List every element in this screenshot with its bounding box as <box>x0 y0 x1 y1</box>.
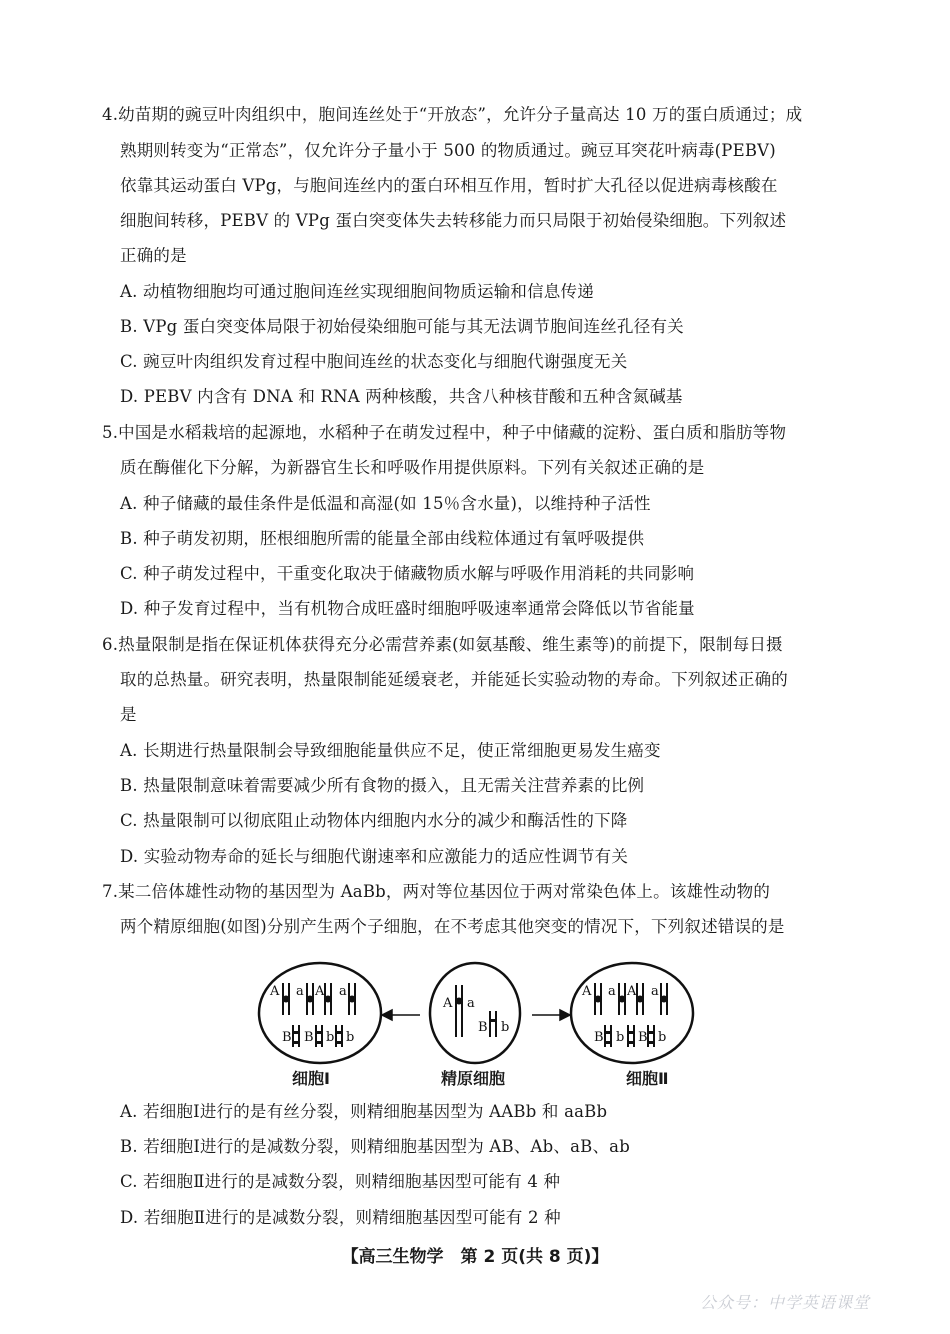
spermatogonium-gene-b1: B <box>478 1020 488 1035</box>
cell-1-gene-a2: a <box>296 984 304 999</box>
q7-option-c: C. 若细胞Ⅱ进行的是减数分裂，则精细胞基因型可能有 4 种 <box>120 1172 561 1191</box>
spermatogonium-outline <box>430 963 520 1063</box>
cell-1-gene-a1: A <box>270 984 280 999</box>
q5-option-c: C. 种子萌发过程中，干重变化取决于储藏物质水解与呼吸作用消耗的共同影响 <box>120 564 695 583</box>
cell-2-gene-a3: A <box>627 984 637 999</box>
arrow-to-cell-1 <box>382 1010 420 1020</box>
q4-option-c: C. 豌豆叶肉组织发育过程中胞间连丝的状态变化与细胞代谢强度无关 <box>120 352 628 371</box>
q4-line-2: 熟期则转变为“正常态”，仅允许分子量小于 500 的物质通过。豌豆耳突花叶病毒(PEBV) <box>120 141 776 160</box>
cell-1-outline <box>259 963 381 1063</box>
cell-1-gene-a4: a <box>339 984 347 999</box>
cell-2-gene-b2: b <box>616 1030 625 1045</box>
q6-option-a: A. 长期进行热量限制会导致细胞能量供应不足，使正常细胞更易发生癌变 <box>120 741 661 760</box>
cell-2-gene-b3: B <box>638 1030 648 1045</box>
cell-1-gene-b2: B <box>304 1030 314 1045</box>
caption-spermatogonium: 精原细胞 <box>441 1069 506 1088</box>
q4-line-1: 4.幼苗期的豌豆叶肉组织中，胞间连丝处于“开放态”，允许分子量高达 10 万的蛋白质通过；成 <box>102 105 803 124</box>
q6-line-1: 6.热量限制是指在保证机体获得充分必需营养素(如氨基酸、维生素等)的前提下，限制每日摄 <box>102 635 783 654</box>
spermatogonium-gene-a2: a <box>467 996 475 1011</box>
cell-2-gene-a4: a <box>651 984 659 999</box>
q7-line-2: 两个精原细胞(如图)分别产生两个子细胞，在不考虑其他突变的情况下，下列叙述错误的是 <box>120 917 785 936</box>
q4-option-d: D. PEBV 内含有 DNA 和 RNA 两种核酸，共含八种核苷酸和五种含氮碱基 <box>120 387 683 406</box>
q6-line-2: 取的总热量。研究表明，热量限制能延缓衰老，并能延长实验动物的寿命。下列叙述正确的 <box>120 670 788 689</box>
q4-line-4: 细胞间转移，PEBV 的 VPg 蛋白突变体失去转移能力而只局限于初始侵染细胞。下列叙述 <box>120 211 787 230</box>
q5-line-1: 5.中国是水稻栽培的起源地，水稻种子在萌发过程中，种子中储藏的淀粉、蛋白质和脂肪等物 <box>102 423 787 442</box>
q4-line-5: 正确的是 <box>120 246 187 265</box>
q6-option-b: B. 热量限制意味着需要减少所有食物的摄入，且无需关注营养素的比例 <box>120 776 645 795</box>
spermatogonium-gene-b2: b <box>501 1020 510 1035</box>
caption-cell-1: 细胞Ⅰ <box>292 1069 330 1088</box>
watermark: 公众号：中学英语课堂 <box>700 1293 871 1312</box>
cell-1-gene-b1: B <box>282 1030 292 1045</box>
cell-1-gene-b4: b <box>346 1030 355 1045</box>
page-footer: 【高三生物学 第 2 页(共 8 页)】 <box>341 1247 609 1267</box>
cell-2-gene-a2: a <box>608 984 616 999</box>
q4-option-a: A. 动植物细胞均可通过胞间连丝实现细胞间物质运输和信息传递 <box>120 282 594 301</box>
cell-2-gene-b1: B <box>594 1030 604 1045</box>
cell-2-gene-a1: A <box>582 984 592 999</box>
cell-2-gene-b4: b <box>658 1030 667 1045</box>
q7-option-a: A. 若细胞Ⅰ进行的是有丝分裂，则精细胞基因型为 AABb 和 aaBb <box>120 1102 608 1121</box>
q5-line-2: 质在酶催化下分解，为新器官生长和呼吸作用提供原料。下列有关叙述正确的是 <box>120 458 705 477</box>
q7-line-1: 7.某二倍体雄性动物的基因型为 AaBb，两对等位基因位于两对常染色体上。该雄性动物的 <box>102 882 771 901</box>
q6-line-3: 是 <box>120 705 137 724</box>
spermatogonium-gene-a1: A <box>443 996 453 1011</box>
q5-option-d: D. 种子发育过程中，当有机物合成旺盛时细胞呼吸速率通常会降低以节省能量 <box>120 599 695 618</box>
cell-1-gene-b3: b <box>326 1030 335 1045</box>
q5-option-b: B. 种子萌发初期，胚根细胞所需的能量全部由线粒体通过有氧呼吸提供 <box>120 529 645 548</box>
q4-option-b: B. VPg 蛋白突变体局限于初始侵染细胞可能与其无法调节胞间连丝孔径有关 <box>120 317 684 336</box>
q7-option-d: D. 若细胞Ⅱ进行的是减数分裂，则精细胞基因型可能有 2 种 <box>120 1208 561 1227</box>
q4-line-3: 依靠其运动蛋白 VPg，与胞间连丝内的蛋白环相互作用，暂时扩大孔径以促进病毒核酸在 <box>120 176 778 195</box>
q5-option-a: A. 种子储藏的最佳条件是低温和高湿(如 15％含水量)，以维持种子活性 <box>120 494 651 513</box>
arrow-to-cell-2 <box>532 1010 570 1020</box>
q7-option-b: B. 若细胞Ⅰ进行的是减数分裂，则精细胞基因型为 AB、Ab、aB、ab <box>120 1137 630 1156</box>
caption-cell-2: 细胞Ⅱ <box>626 1069 669 1088</box>
q6-option-c: C. 热量限制可以彻底阻止动物体内细胞内水分的减少和酶活性的下降 <box>120 811 628 830</box>
q6-option-d: D. 实验动物寿命的延长与细胞代谢速率和应激能力的适应性调节有关 <box>120 847 629 866</box>
cell-1-gene-a3: A <box>315 984 325 999</box>
cell-2-outline <box>571 963 693 1063</box>
